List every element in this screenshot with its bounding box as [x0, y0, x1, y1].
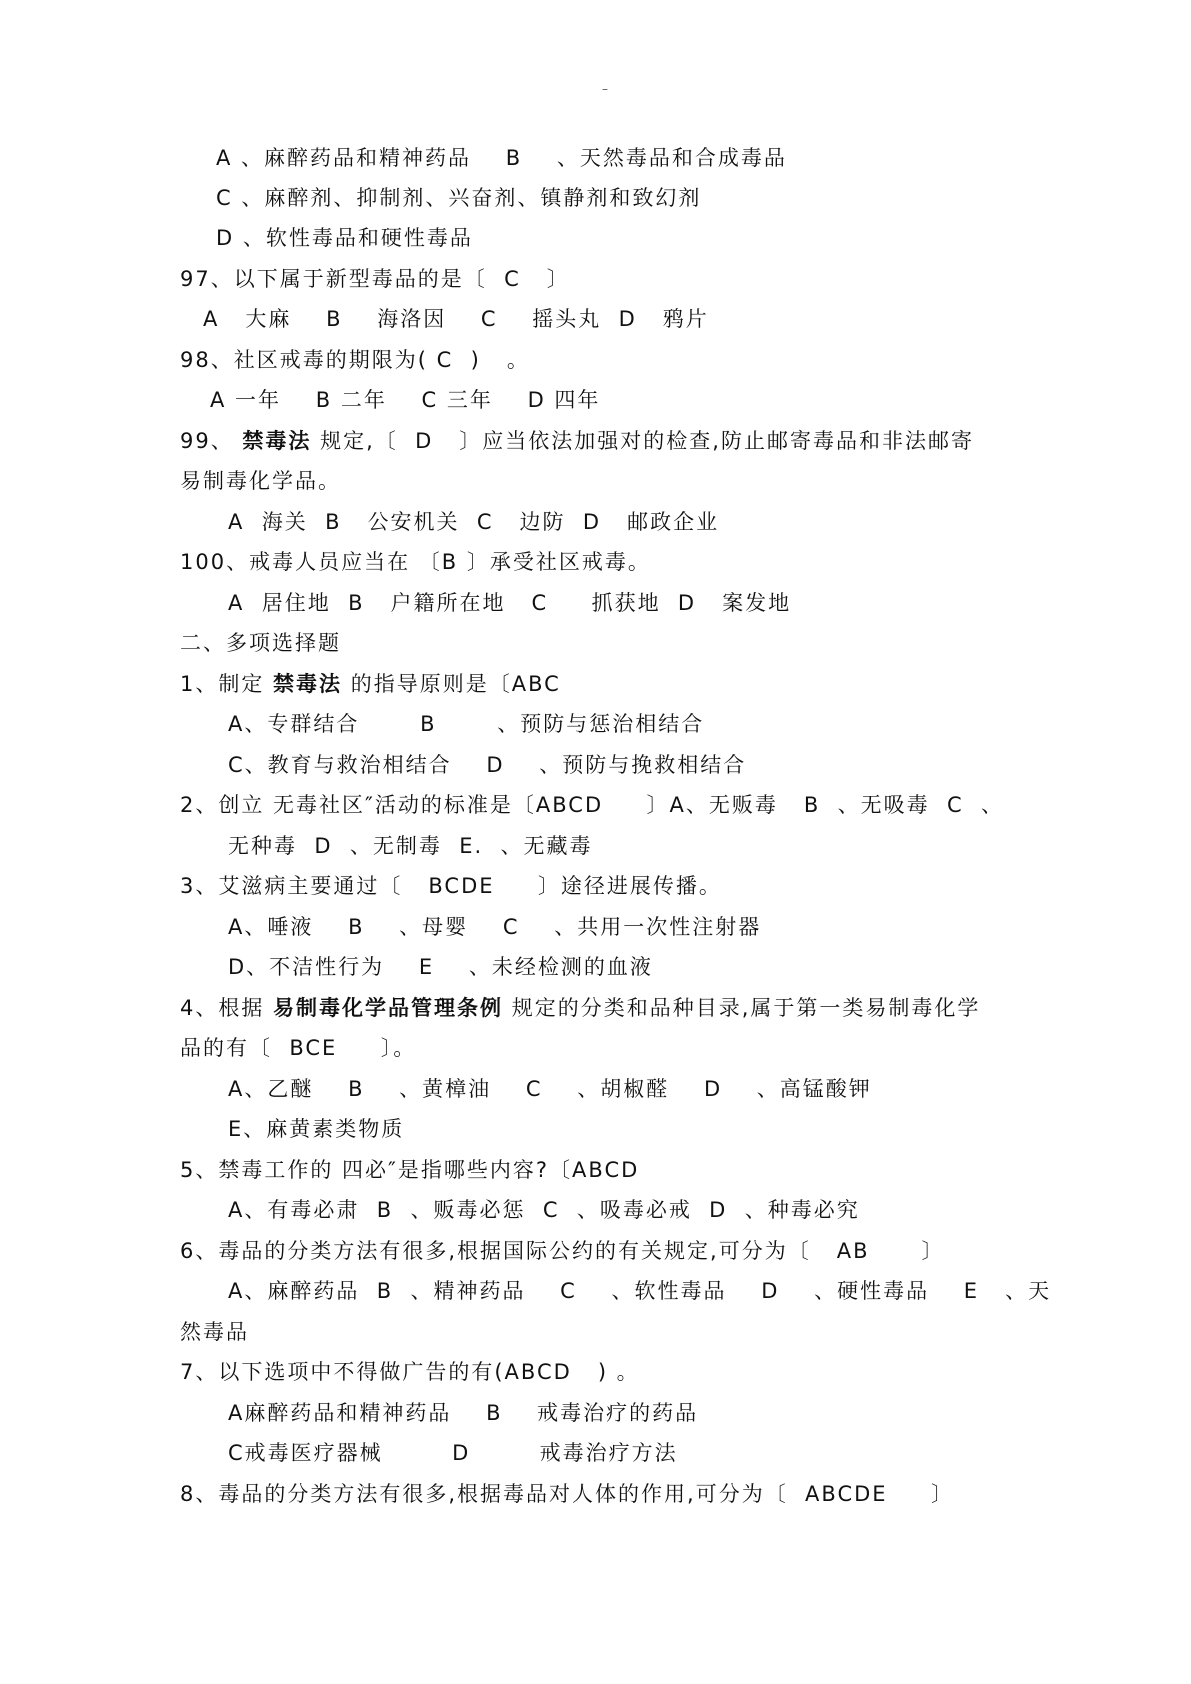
text-line	[180, 1155, 639, 1185]
text-line	[180, 466, 341, 496]
line-text: 无种毒 D 、无制毒 E. 、无藏毒	[228, 834, 593, 858]
text-line	[216, 183, 701, 213]
text-line	[180, 1479, 954, 1509]
line-text: A、麻醉药品 B 、精神药品 C 、软性毒品 D 、硬性毒品 E 、天	[228, 1279, 1052, 1303]
line-text: D、不洁性行为 E 、未经检测的血液	[228, 955, 653, 979]
bold-term: 禁毒法	[242, 429, 312, 453]
text-line	[180, 790, 1004, 820]
header-mark: –	[602, 82, 608, 96]
line-text: A麻醉药品和精神药品 B 戒毒治疗的药品	[228, 1401, 699, 1425]
text-line	[180, 993, 980, 1023]
text-line	[180, 669, 561, 699]
line-text: D 、软性毒品和硬性毒品	[216, 226, 473, 250]
line-text: 6、毒品的分类方法有很多,根据国际公约的有关规定,可分为〔 AB 〕	[180, 1239, 945, 1263]
line-text: A 、麻醉药品和精神药品 B 、天然毒品和合成毒品	[216, 146, 787, 170]
line-text: 四必″是指哪些内容?〔ABCD	[342, 1158, 640, 1182]
line-text: 97、以下属于新型毒品的是〔 C 〕	[180, 267, 570, 291]
line-text: A 大麻 B 海洛因 C 摇头丸 D 鸦片	[203, 307, 709, 331]
line-text: E、麻黄素类物质	[228, 1117, 405, 1141]
line-text: 7、以下选项中不得做广告的有(ABCD ) 。	[180, 1360, 640, 1384]
text-line	[228, 1438, 678, 1468]
line-text: C、教育与救治相结合 D 、预防与挽救相结合	[228, 753, 747, 777]
line-text: A 居住地 B 户籍所在地 C 抓获地 D 案发地	[228, 591, 792, 615]
line-text: A、乙醚 B 、黄樟油 C 、胡椒醛 D 、高锰酸钾	[228, 1077, 872, 1101]
line-text: 4、根据	[180, 996, 274, 1020]
text-line	[180, 871, 722, 901]
line-text: 1、制定	[180, 672, 274, 696]
line-text: A 一年 B 二年 C 三年 D 四年	[210, 388, 601, 412]
line-text: 3、艾滋病主要通过〔 BCDE 〕途径进展传播。	[180, 874, 722, 898]
text-line	[180, 628, 341, 658]
line-text: 然毒品	[180, 1320, 249, 1344]
line-text: 98、社区戒毒的期限为( C ) 。	[180, 348, 530, 372]
text-line	[228, 912, 761, 942]
text-line	[228, 588, 791, 618]
text-line	[180, 264, 570, 294]
bold-term: 易制毒化学品管理条例	[273, 996, 504, 1020]
text-line	[228, 750, 746, 780]
text-line	[228, 1276, 1051, 1306]
text-line	[180, 426, 974, 456]
text-line	[210, 385, 600, 415]
text-line	[228, 1074, 872, 1104]
line-text: A、专群结合 B 、预防与惩治相结合	[228, 712, 705, 736]
text-line	[180, 1033, 416, 1063]
text-line	[180, 547, 651, 577]
text-line	[228, 952, 653, 982]
line-text: 规定,〔 D 〕应当依法加强对的检查,防止邮寄毒品和非法邮寄	[311, 429, 974, 453]
line-text: 8、毒品的分类方法有很多,根据毒品对人体的作用,可分为〔 ABCDE 〕	[180, 1482, 954, 1506]
line-text: A、唾液 B 、母婴 C 、共用一次性注射器	[228, 915, 762, 939]
text-line	[216, 223, 473, 253]
line-text: 2、创立 无毒社区″活动的标准是〔ABCD 〕A、无贩毒 B 、无吸毒 C 、	[180, 793, 1005, 817]
line-text: 品的有〔 BCE 〕。	[180, 1036, 417, 1060]
line-text: 100、戒毒人员应当在 〔B 〕承受社区戒毒。	[180, 550, 651, 574]
line-text: C戒毒医疗器械 D 戒毒治疗方法	[228, 1441, 678, 1465]
line-text: 5、禁毒工作的	[180, 1158, 343, 1182]
text-line	[180, 1357, 640, 1387]
line-text: 99、	[180, 429, 243, 453]
text-line	[180, 345, 530, 375]
text-line	[228, 1195, 860, 1225]
line-text: C 、麻醉剂、抑制剂、兴奋剂、镇静剂和致幻剂	[216, 186, 702, 210]
text-line	[228, 507, 719, 537]
line-text: A、有毒必肃 B 、贩毒必惩 C 、吸毒必戒 D 、种毒必究	[228, 1198, 860, 1222]
line-text: 二、多项选择题	[180, 631, 341, 655]
text-line	[228, 831, 593, 861]
text-line	[228, 1398, 698, 1428]
text-line	[216, 143, 787, 173]
text-line	[228, 1114, 404, 1144]
line-text: 规定的分类和品种目录,属于第一类易制毒化学	[503, 996, 981, 1020]
text-line	[180, 1317, 249, 1347]
line-text: 的指导原则是〔ABC	[342, 672, 561, 696]
bold-term: 禁毒法	[273, 672, 343, 696]
text-line	[203, 304, 709, 334]
line-text: A 海关 B 公安机关 C 边防 D 邮政企业	[228, 510, 720, 534]
line-text: 易制毒化学品。	[180, 469, 341, 493]
text-line	[228, 709, 704, 739]
text-line	[180, 1236, 945, 1266]
